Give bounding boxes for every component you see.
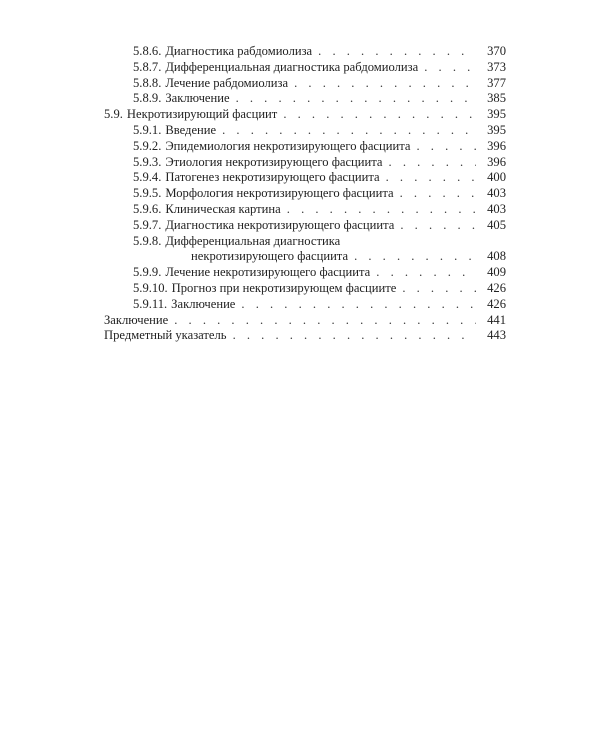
- toc-entry[interactable]: [104, 328, 506, 344]
- toc-entry-title: Патогенез некротизирующего фасциита: [165, 170, 380, 185]
- toc-entry[interactable]: [104, 107, 506, 123]
- toc-entry-page: 426: [487, 296, 506, 311]
- toc-entry[interactable]: [104, 91, 506, 107]
- toc-entry-number: 5.9.6.: [133, 201, 162, 216]
- toc-entry-page: 400: [487, 170, 506, 185]
- toc-entry-title: Заключение: [171, 296, 236, 311]
- toc-entry-title: Морфология некротизирующего фасциита: [165, 186, 394, 201]
- toc-entry[interactable]: [104, 234, 506, 266]
- toc-leader-dots: [294, 76, 476, 92]
- toc-entry[interactable]: [104, 186, 506, 202]
- toc-entry-title: Дифференциальная диагностика: [165, 233, 341, 248]
- toc-entry-number: 5.9.3.: [133, 154, 162, 169]
- toc-entry-number: 5.9.2.: [133, 138, 162, 153]
- toc-leader-dots: [389, 155, 476, 171]
- toc-entry-number: 5.9.7.: [133, 217, 162, 232]
- toc-entry-number: 5.9.4.: [133, 170, 162, 185]
- toc-entry-page: 405: [487, 217, 506, 232]
- toc-entry-title: Эпидемиология некротизирующего фасциита: [165, 138, 411, 153]
- toc-entry-title: Диагностика рабдомиолиза: [165, 44, 313, 58]
- toc-entry-number: 5.9.5.: [133, 186, 162, 201]
- toc-entry-page: 395: [487, 122, 506, 137]
- toc-leader-dots: [174, 313, 476, 329]
- toc-leader-dots: [416, 139, 476, 155]
- toc-entry-title: Клиническая картина: [165, 201, 281, 216]
- toc-leader-dots: [402, 281, 476, 297]
- toc-entry-number: 5.8.8.: [133, 75, 162, 90]
- toc-entry-page: 385: [487, 91, 506, 106]
- toc-entry[interactable]: [104, 60, 506, 76]
- toc-leader-dots: [400, 218, 476, 234]
- toc-entry-number: 5.9.8.: [133, 233, 162, 248]
- toc-leader-dots: [233, 328, 476, 344]
- toc-entry-title: Заключение: [165, 91, 230, 106]
- toc-entry-title-continued: некротизирующего фасциита: [191, 249, 349, 264]
- toc-entry-page: 426: [487, 280, 506, 295]
- toc-entry-number: 5.8.6.: [133, 44, 162, 58]
- toc-entry-page: 377: [487, 75, 506, 90]
- toc-entry-page: 373: [487, 59, 506, 74]
- toc-entry-page: 441: [487, 312, 506, 327]
- toc-entry[interactable]: [104, 297, 506, 313]
- toc-entry-title: Некротизирующий фасциит: [126, 107, 278, 122]
- toc-entry[interactable]: [104, 44, 506, 60]
- toc-entry[interactable]: [104, 123, 506, 139]
- toc-entry[interactable]: [104, 218, 506, 234]
- toc-leader-dots: [287, 202, 476, 218]
- toc-entry-number: 5.9.10.: [133, 280, 168, 295]
- toc-entry-number: 5.8.9.: [133, 91, 162, 106]
- toc-entry-number: 5.8.7.: [133, 59, 162, 74]
- toc-entry[interactable]: [104, 265, 506, 281]
- toc-entry[interactable]: [104, 313, 506, 329]
- toc-entry-number: 5.9.11.: [133, 296, 168, 311]
- toc-entry-page: 370: [487, 44, 506, 58]
- table-of-contents: [104, 44, 506, 344]
- toc-entry[interactable]: [104, 76, 506, 92]
- toc-entry-page: 396: [487, 138, 506, 153]
- toc-entry-page: 443: [487, 328, 506, 343]
- toc-entry-number: 5.9.9.: [133, 265, 162, 280]
- toc-leader-dots: [318, 44, 476, 60]
- toc-entry-title: Введение: [165, 122, 217, 137]
- toc-entry-title: Лечение некротизирующего фасциита: [165, 265, 371, 280]
- toc-leader-dots: [283, 107, 476, 123]
- toc-entry-title: Прогноз при некротизирующем фасциите: [171, 280, 397, 295]
- toc-entry-page: 403: [487, 201, 506, 216]
- toc-entry[interactable]: [104, 139, 506, 155]
- toc-entry-page: 409: [487, 265, 506, 280]
- toc-entry-page: 403: [487, 186, 506, 201]
- toc-leader-dots: [424, 60, 476, 76]
- toc-leader-dots: [376, 265, 476, 281]
- toc-entry-title: Предметный указатель: [104, 328, 227, 343]
- toc-entry-title: Лечение рабдомиолиза: [165, 75, 289, 90]
- toc-leader-dots: [241, 297, 476, 313]
- toc-leader-dots: [222, 123, 476, 139]
- toc-entry[interactable]: [104, 281, 506, 297]
- toc-entry-title: Дифференциальная диагностика рабдомиолиза: [165, 59, 419, 74]
- toc-leader-dots: [354, 249, 476, 265]
- toc-entry-title: Заключение: [104, 312, 169, 327]
- toc-entry[interactable]: [104, 155, 506, 171]
- toc-entry[interactable]: [104, 202, 506, 218]
- toc-entry-page: 408: [487, 249, 506, 264]
- toc-entry-page: 395: [487, 107, 506, 122]
- toc-entry-title: Этиология некротизирующего фасциита: [165, 154, 383, 169]
- toc-entry-page: 396: [487, 154, 506, 169]
- toc-leader-dots: [400, 186, 476, 202]
- toc-entry-number: 5.9.1.: [133, 122, 162, 137]
- toc-entry[interactable]: [104, 170, 506, 186]
- toc-leader-dots: [236, 91, 476, 107]
- toc-entry-title: Диагностика некротизирующего фасциита: [165, 217, 395, 232]
- toc-entry-number: 5.9.: [104, 107, 123, 122]
- toc-leader-dots: [386, 170, 476, 186]
